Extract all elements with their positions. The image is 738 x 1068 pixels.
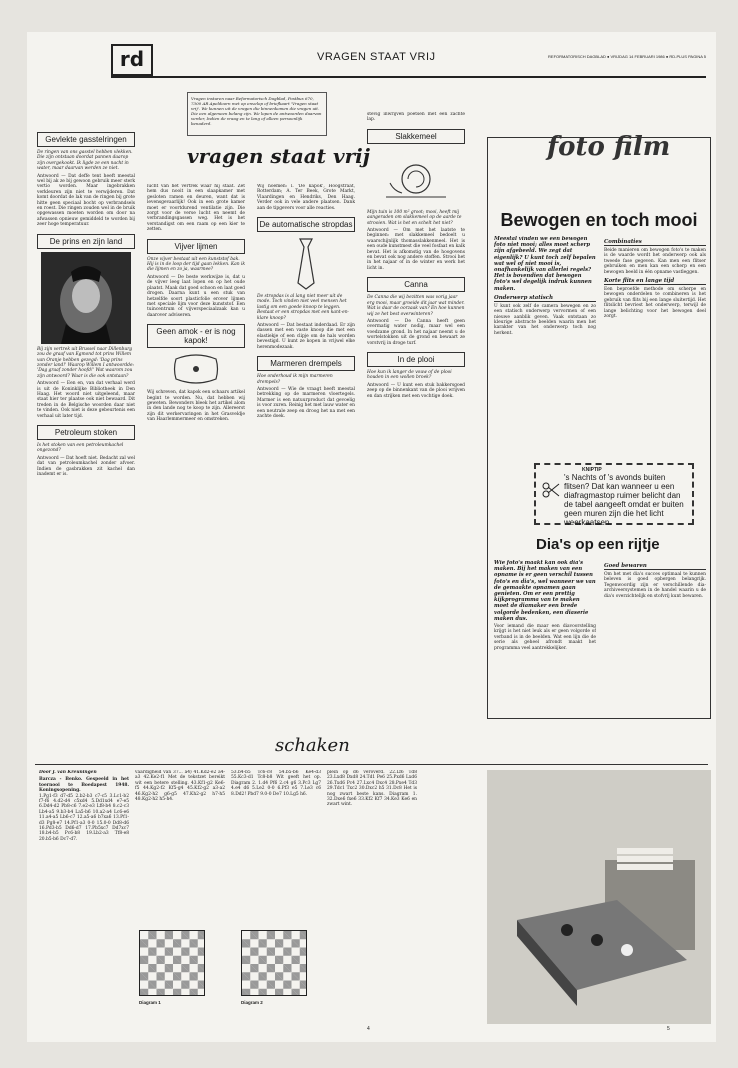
heading-gasstelringen: Gevlekte gasstelringen [37, 132, 135, 147]
heading-marmer: Marmeren drempels [257, 356, 355, 371]
dia-col-left [494, 560, 596, 716]
schaken-logo: schaken [275, 735, 350, 756]
chess-col-3 [231, 770, 321, 920]
answer-text: Antwoord — Een en, van dat verhaal werd is uit de Koninklijke Bibliotheek in Den Haag. Het woord niet uitgeleend, maar staat hier ter plaatse ook niet bewaard. Dit treden in de Belgische woorden daar niet te vinden. Ook niet is deze gebeurtenis een verhaal uit later tijd. [37, 381, 135, 419]
masthead-rule [111, 76, 706, 78]
chess-intro: Barcza - Benko. Gespeeld in het toernooi te Boedapest 1948. Koningsopening. [39, 777, 129, 794]
snail-illustration [367, 147, 465, 207]
question-text: Onze vijver bestaat uit een kunststof bak. Hij is in de loop der tijd gaan lekken. Kan ik die lijmen en zo ja, waarmee? [147, 256, 245, 273]
column-2 [147, 184, 245, 724]
article-intro: Meestal vinden we een bewogen foto niet mooi; alles moet scherp zijn afgebeeld. We zegt dat eigenlijk? U kunt toch zelf bepalen wat wel of niet mooi is, onafhankelijk van allerlei regels? Het is bovendien dat bewogen foto's wel degelijk indruk kunnen maken. [494, 236, 596, 292]
article-text: lucht van het vertrek waar hij staat. Zet hem dus nooit in een slaapkamer met gesloten ramen en deuren, want dat is levensgevaarlijk! Ook in een grote kamer moet er voortdurend ventilatie zijn. Die zorgt voor de verse lucht en neemt de verbrandingsgassen weg. Het is het verstandigst om een raam op een kier te zetten. [147, 184, 245, 233]
question-text: De stropdas is al lang niet meer uit de mode. Toch vinden niet veel mensen het lastig om een goede knoop te leggen. Bestaat er een stropdas met een kant-en-klare knoop? [257, 294, 350, 321]
foto-col-right [604, 236, 706, 458]
kniptip-box [534, 463, 694, 525]
kniptip-label: KNIPTIP [582, 467, 602, 473]
heading-stropdas: De automatische stropdas [257, 217, 355, 232]
chess-set-photo [487, 770, 711, 1024]
page-title: VRAGEN STAAT VRIJ [317, 51, 436, 63]
chess-author: Door J. van Kreuningen [39, 770, 97, 775]
answer-text: Antwoord — U kunt een stuk bakkersgoed zeep op de binnenkant van de plooi wrijven en dan strijken met een vochtige doek. [367, 382, 465, 399]
pillow-illustration [147, 351, 245, 387]
heading-petroleum: Petroleum stoken [37, 425, 135, 440]
answer-text: Antwoord — Dat hoeft niet. Bedacht zal wel dat van petroleumkachel zonder afvoer. Indien de gasbrakken zit kachel dan inademt er is. [37, 455, 135, 477]
question-text: Hoe onderhoud ik mijn marmeren drempels? [257, 374, 333, 385]
page-info: REFORMATORISCH DAGBLAD ● VRIJDAG 14 FEBRUARI 1986 ● RD-PLUS PAGINA 5 [548, 54, 706, 59]
rd-logo: rd [111, 44, 153, 76]
subheading-combinaties: Combinaties [604, 239, 706, 246]
chess-rule [35, 764, 708, 765]
answer-text: Wij schreven, dat kapok een schaars artikel begint te worden. Nu, dat hebben wij geweten. Bewonders bleek het artikel alom in den lande nog te koop te zijn. Allereerst zijn dit werkervaringen in het Grasveldje van Haarlemmermeer en omstreken. [147, 390, 245, 423]
heading-prins: De prins en zijn land [37, 234, 135, 249]
kniptip-text: 's Nachts of 's avonds buiten flitsen? Dat kan wanneer u een diafragmastop ruimer belicht dan de tabel aangeeft omdat er buiten geen muren zijn die het licht weerkaatsen. [564, 473, 684, 527]
chess-moves: 53.b4-b5 Tc6-c8 54.b5-b6 Ke4-d3 55.Kc3-d1 Tc8-b8 Wit geeft het op. Diagram 2. 1.d4 Pf6 2.c4 g6 3.Pc3 Lg7 4.e4 d6 5.Le2 0-0 6.Pf3 e5 7.Le3 c6 8.Dd2! Pbd7 9.0-0 De7 10.Lg5 h6. [231, 770, 321, 797]
heading-kapok: Geen amok - er is nog kapok! [147, 324, 245, 348]
article-text: Voor iemand die maar een diavoorstelling krijgt is het niet leuk als er geen volgorde of verband is in de beelden. Wat een lijn die de serie als geheel afrondt maakt het programma veel aantrekkelijker. [494, 624, 596, 651]
tie-illustration [257, 235, 355, 291]
subheading-flits: Korte flits en lange tijd [604, 278, 706, 285]
answer-text: Antwoord — Om met het laatste te beginnen: met slakkemeel bedoelt u waarschijnlijk thomasslakkenmeel. Het is een oude kunstmest die veel fosfaat en kalk bevat. Het is afkomstig van de hoogovens en bevat ook nog andere stoffen. Strooi het in het najaar of in de winter en werk het licht in. [367, 228, 465, 271]
dia-intro: Wie foto's maakt kan ook dia's maken. Bij het maken van een opname is er geen verschil tussen foto's en dia's, wel wanneer we van de gemaakte opnamen gaan genieten. Om er een prettig kijkprogramma van te maken moet de diamaker een brede volgorde bedenken, een diaserie maken dus. [494, 560, 596, 622]
chess-diagram-2 [241, 930, 307, 996]
column-3 [257, 184, 355, 724]
article-text: Om het met dia's succes optimaal te kunnen beleven is goed opbergen belangrijk. Tegenwoordig zijn er verschillende dia-archiveersystemen in de handel waarin u de dia's overzichtelijk en stofvrij kunt bewaren. [604, 572, 706, 599]
diagram-2-label: Diagram 2 [241, 1000, 263, 1005]
foto-film-section [487, 137, 711, 719]
newspaper-page [27, 32, 716, 1042]
answer-text: Antwoord — De Canna heeft geen overmatig water nodig, maar wel een voedzame grond. In het najaar neemt u de wortelstokken uit de grond en bewaart ze vorstvrij in droge turf. [367, 318, 465, 346]
chess-moves: vaardigheid van 37... a4) 41.Kd2-e2 a4-a3 42.Ke2-f1 Met de tekstzet bereikt wit een betere stelling. 43.Kf1-g2 Ke6-f5 44.Kg2-f2 Kf5-g4 45.Kf2-g2 a3-a2 46.Kg2-h2 g6-g5 47.Kh2-g2 h7-h5 48.Kg2-h2 h5-h4. [135, 770, 225, 803]
dia-headline: Dia's op een rijtje [536, 536, 660, 553]
page-number-right: 5 [667, 1026, 670, 1032]
question-text: Bij zijn vertrek uit Brussel naar Dillenburg zou de graaf van Egmond tot prins Willem van Oranje hebben gezegd: 'Dag prins zonder land!' Waarop Willem I antwoordde: 'Dag graaf zonder hoofd!' Wat waarom zou zijn antwoord? Waar is die ook ontstaan? [37, 346, 135, 379]
subheading-bewaren: Goed bewaren [604, 563, 706, 570]
diagram-1-label: Diagram 1 [139, 1000, 161, 1005]
question-text: De Canna die wij bezitten was vorig jaar erg mooi, maar groeide dit jaar wat minder. Wat is daar de oorzaak van? En hoe kunnen wij ze het best overwinteren? [367, 295, 465, 317]
foto-col-left [494, 236, 596, 458]
article-headline: Bewogen en toch mooi [500, 210, 698, 230]
question-text: De ringen van ons gasstel hebben vlekken. Die zijn ontstaan doordat pannen daarop zijn overgekookt. Ik ligde ze een nacht in water, maar daarvan werden ze niet. [37, 150, 133, 172]
article-text: Wij noemen: l. 'De kapok', Hoogstraat, Rotterdam; A. Ter Beek, Grote Markt, Vlaardingen en Hendriks, Den Haag. Verder ook in vele andere plaatsen. Dank aan de tipgevers voor alle reacties. [257, 184, 355, 211]
dia-col-right [604, 560, 706, 716]
chess-moves: plein op d6 veroverd. 22.Lf6 Td8 23.Lxd8 Dxd8 24.Td1 Pe6 25.Pxd6 Lxd6 26.Txd6 Pc4 27.Lxc4 Dxc4 28.Pxe4 Td3 29.Tdc1 Txc2 30.Dxc2 h5 31.Dc8 Het is nog zwart beste kans. Diagram 1. 32.Dxe6 fxe6 33.Kf2 Kf7 34.Ke3 Ke6 en zwart wint. [327, 770, 417, 808]
chess-col-4 [327, 770, 417, 1020]
foto-film-logo: foto film [547, 132, 671, 162]
article-text: Beide manieren om bewogen foto's te maken is de waarde wordt het onderwerp ook als tweede fase gegeven. Kan men een flitser gebruiken en men kan een scherp en een bewogen beeld in één opname vastleggen. [604, 248, 706, 275]
answer-text: Antwoord — Dat bestaat inderdaad. Er zijn dassen met een vaste knoop die met een elastiekje of een clipje om de hals worden bevestigd. U kunt ze kopen in vrijwel elke herenmodezaak. [257, 323, 355, 350]
portrait-illustration [37, 252, 135, 344]
page-number: 4 [367, 1026, 370, 1032]
question-text: Is het stoken van een petroleumkachel ongezond? [37, 442, 124, 454]
chess-diagram-1 [139, 930, 205, 996]
heading-vijver: Vijver lijmen [147, 239, 245, 254]
chess-moves: 1.Pg1-f3 d7-d5 2.b2-b3 c7-c5 3.Lc1-b2 f7-f6 4.d2-d4 c5xd4 5.Dd1xd4 e7-e5 6.Dd4-d2 Pb8-c6 7.e2-e3 Lf8-b4 8.c2-c3 Lb4-a5 9.b3-b4 La5-b6 10.a2-a4 Lc6-e6 11.a4-a5 Lb6-c7 12.a5-a6 b7xa6 13.Pf1-d3 Pg8-e7 14.Pf1-a3 0-0 15.0-0 Dd8-d6 16.Pd3-b5 Dd6-d7 17.Pb5xc7 Dd7xc7 18.b4-b5 Pc6-b8 19.Lb2-a3 Tf8-e8 20.b5-b6 Dc7-d7. [39, 793, 129, 842]
answer-text: Antwoord — Dat deffe tent heeft meestal wel bij ak ze bij gewoon gebruik meer sterk vertio worden. Maar ingebrakken verkleuren zijn niet te verwijderen. Dat komt doordat de lak van de ringen bij grote hitte geen speciaal bocht op verbrandsels en roest. Die ringen zouden wel in de bruik opgewassen moeten worden om door na afwassen opnieuw gemiddeld te worden bij zeer hoge temperatuur. [37, 173, 135, 228]
column-1 [37, 132, 135, 722]
article-text: stevig inwrijven poetsen met een zachte lap. [367, 112, 465, 123]
question-text: Mijn tuin is 100 m² groot; mooi, heeft mij aangeraden om slakkemeel op de aarde te strooien. Wat is het en schelt het niet? [367, 209, 462, 226]
heading-slakkemeel: Slakkemeel [367, 129, 465, 144]
chess-col-2 [135, 770, 225, 920]
article-text: Een beproefde methode om scherpe en bewogen onderdelen te combineren is het gebruik van flits bij een lange sluitertijd. Het flitslicht bevriest het onderwerp, terwijl de lange belichting voor het bewogen deel zorgt. [604, 287, 706, 320]
subheading-statisch: Onderwerp statisch [494, 295, 596, 302]
vragen-staat-vrij-logo: vragen staat vrij [187, 144, 370, 168]
article-text: U kunt ook zelf de camera bewegen en zo een statisch onderwerp vervormen of een nieuwe aanblik geven. Vaak ontstaan zo kleurige abstracte beelden waarin men het karakter van het onderwerp toch nog herkent. [494, 303, 596, 336]
scissors-icon [542, 481, 560, 499]
intro-box: Vragen insturen naar Reformatorisch Dagblad, Postbus 670, 7300 AR Apeldoorn met op envelop of briefkaart 'Vragen staat vrij'. We kunnen uit de vragen die binnenkomen die vragen uit. Die een algemeen belang zijn. We lopen de antwoorden daarvan verder, Indien de vraag en te lang of alleen persoonlijk benaderd. [187, 92, 327, 136]
answer-text: Antwoord — Wie de vraagt heeft meestal betrekking op de marmeren vloertegels. Marmer is een natuurproduct dat gevoelig is voor zuren. Reinig het met lauw water en een neutrale zeep en droog het na met een zachte doek. [257, 386, 355, 419]
column-4 [367, 112, 465, 724]
chess-col-1 [39, 770, 129, 970]
question-text: Hoe kun ik langer de vouw of de plooi houden in een wollen broek? [367, 369, 452, 381]
answer-text: Antwoord — De beste werkwijze is, dat u de vijver leeg laat lopen en op het oude plaatst. Maak dat goed schoon en laat goed drogen. Daarna kunt u een stuk van hetzelfde soort plasticfolie erover lijmen met speciale lijm voor deze kunststof. Een tuincentrum of vijverspeciaalzaak kan u daarover adviseren. [147, 274, 245, 318]
heading-canna: Canna [367, 277, 465, 292]
heading-plooi: In de plooi [367, 352, 465, 367]
